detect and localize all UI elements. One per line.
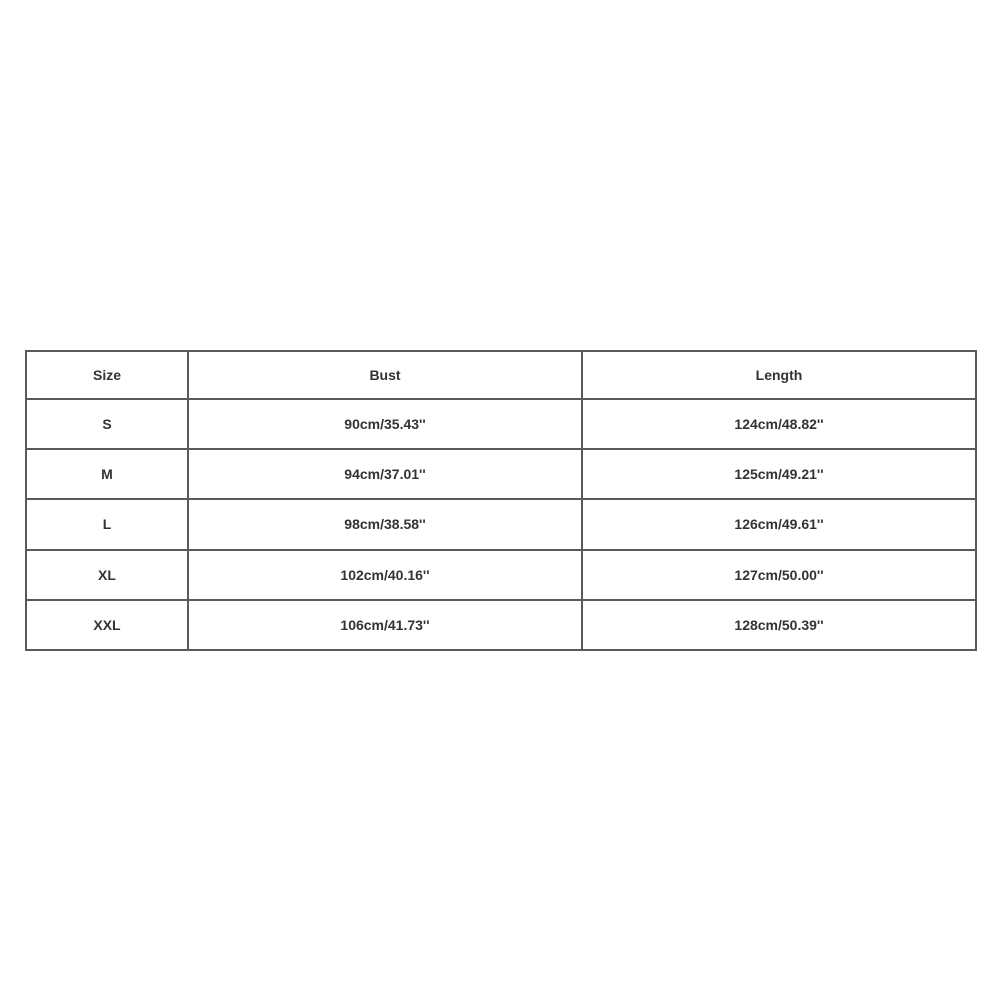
cell-size: L	[26, 499, 188, 549]
cell-bust: 94cm/37.01''	[188, 449, 582, 499]
cell-length: 127cm/50.00''	[582, 550, 976, 600]
cell-length: 128cm/50.39''	[582, 600, 976, 650]
cell-length: 125cm/49.21''	[582, 449, 976, 499]
cell-bust: 102cm/40.16''	[188, 550, 582, 600]
header-length: Length	[582, 351, 976, 399]
cell-size: S	[26, 399, 188, 449]
cell-size: XL	[26, 550, 188, 600]
table-row	[26, 449, 976, 499]
table-row	[26, 399, 976, 449]
table-row	[26, 550, 976, 600]
header-size: Size	[26, 351, 188, 399]
cell-size: M	[26, 449, 188, 499]
cell-length: 124cm/48.82''	[582, 399, 976, 449]
cell-size: XXL	[26, 600, 188, 650]
table-header-row	[26, 351, 976, 399]
cell-bust: 90cm/35.43''	[188, 399, 582, 449]
cell-length: 126cm/49.61''	[582, 499, 976, 549]
size-chart-table	[25, 350, 977, 651]
header-bust: Bust	[188, 351, 582, 399]
table-row	[26, 499, 976, 549]
cell-bust: 98cm/38.58''	[188, 499, 582, 549]
cell-bust: 106cm/41.73''	[188, 600, 582, 650]
table-row	[26, 600, 976, 650]
